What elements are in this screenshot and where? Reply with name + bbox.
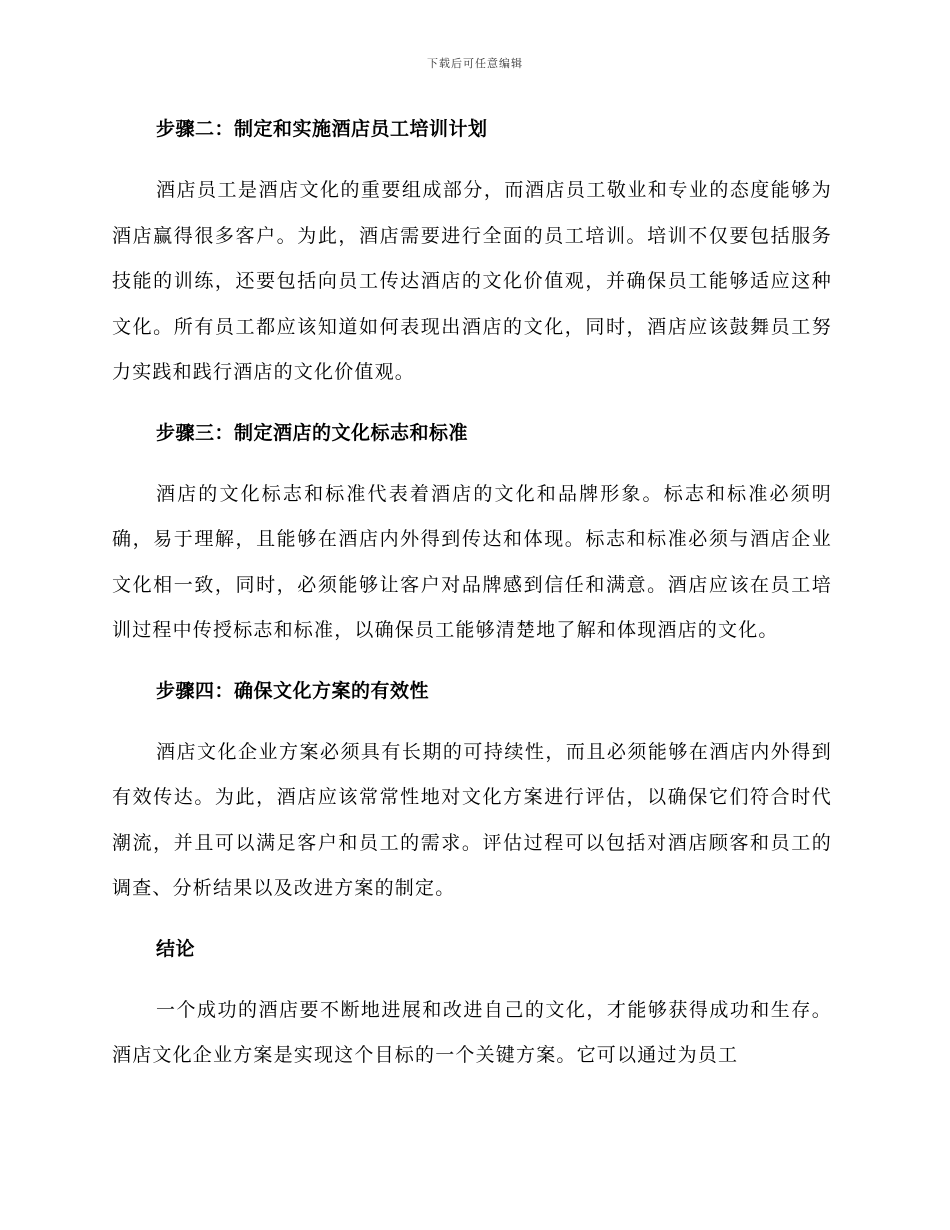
section-paragraph: 一个成功的酒店要不断地进展和改进自己的文化，才能够获得成功和生存。酒店文化企业方案是实现这个目标的一个关键方案。它可以通过为员工 — [112, 998, 832, 1066]
section-step-4 — [112, 675, 832, 912]
section-paragraph: 酒店的文化标志和标准代表着酒店的文化和品牌形象。标志和标准必须明确，易于理解，且能够在酒店内外得到传达和体现。标志和标准必须与酒店企业文化相一致，同时，必须能够让客户对品牌感到信任和满意。酒店应该在员工培训过程中传授标志和标准，以确保员工能够清楚地了解和体现酒店的文化。 — [112, 482, 832, 641]
section-step-2 — [112, 113, 832, 396]
section-heading: 步骤四：确保文化方案的有效性 — [156, 679, 430, 702]
document-body — [112, 113, 832, 1100]
section-step-3 — [112, 417, 832, 654]
section-paragraph: 酒店员工是酒店文化的重要组成部分，而酒店员工敬业和专业的态度能够为酒店赢得很多客户。为此，酒店需要进行全面的员工培训。培训不仅要包括服务技能的训练，还要包括向员工传达酒店的文化价值观，并确保员工能够适应这种文化。所有员工都应该知道如何表现出酒店的文化，同时，酒店应该鼓舞员工努力实践和践行酒店的文化价值观。 — [112, 179, 832, 383]
section-heading: 结论 — [156, 937, 196, 960]
header-note: 下载后可任意编辑 — [427, 57, 523, 70]
section-paragraph: 酒店文化企业方案必须具有长期的可持续性，而且必须能够在酒店内外得到有效传达。为此，酒店应该常常性地对文化方案进行评估，以确保它们符合时代潮流，并且可以满足客户和员工的需求。评估过程可以包括对酒店顾客和员工的调查、分析结果以及改进方案的制定。 — [112, 740, 832, 899]
section-heading: 步骤三：制定酒店的文化标志和标准 — [156, 421, 469, 444]
section-heading: 步骤二：制定和实施酒店员工培训计划 — [156, 118, 488, 140]
section-conclusion — [112, 933, 832, 1079]
